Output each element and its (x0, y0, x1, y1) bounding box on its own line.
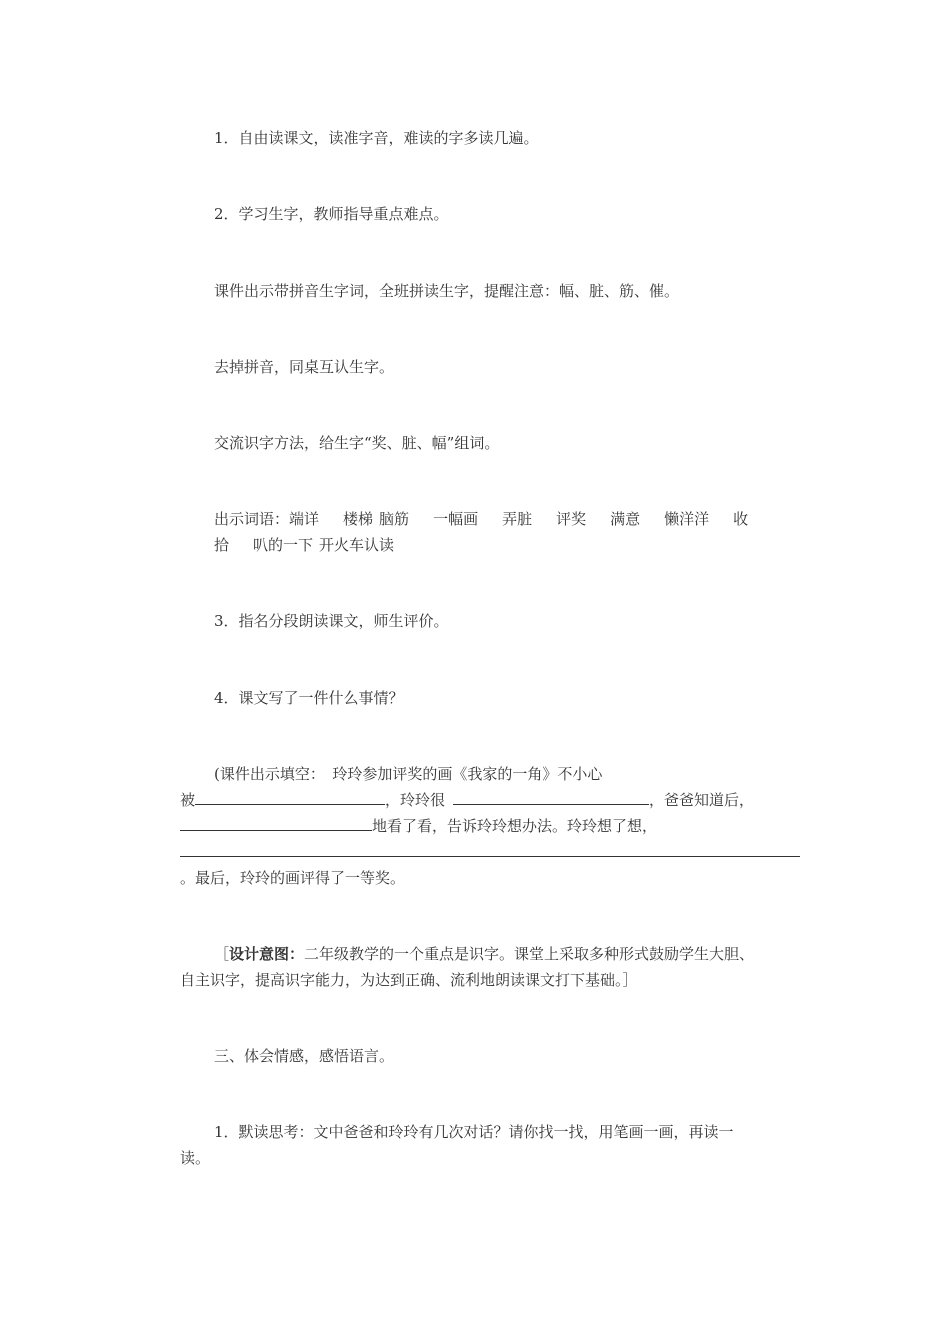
fill-text: ，爸爸知道后， (649, 791, 755, 809)
word: 叭的一下 (253, 536, 314, 554)
word: 懒洋洋 (664, 510, 710, 528)
word: 收 (733, 510, 749, 528)
blank-4[interactable] (180, 839, 800, 857)
blank-2[interactable] (453, 787, 649, 805)
word-list-line-2 (180, 532, 834, 558)
word: 脑筋 (379, 510, 410, 528)
word: 满意 (610, 510, 641, 528)
word-list-line-1 (180, 506, 834, 532)
word: 一幅画 (433, 510, 479, 528)
design-intent-text: 二年级教学的一个重点是识字。课堂上采取多种形式鼓励学生大胆、 (304, 945, 755, 963)
exchange-method-note: 交流识字方法，给生字“奖、脏、幅”组词。 (214, 434, 500, 452)
question-1-line-2: 读。 (180, 1149, 211, 1167)
blank-1[interactable] (195, 787, 385, 805)
step-4: 4．课文写了一件什么事情？ (214, 689, 404, 707)
fill-blank-line-5: 。最后，玲玲的画评得了一等奖。 (180, 869, 406, 887)
word: 评奖 (556, 510, 587, 528)
fill-text: ，玲玲很 (385, 791, 446, 809)
word: 楼梯 (343, 510, 374, 528)
fill-text: 被 (180, 791, 196, 809)
design-intent-label: 设计意图： (229, 945, 305, 963)
word: 开火车认读 (319, 536, 395, 554)
courseware-note: 课件出示带拼音生字词，全班拼读生字，提醒注意：幅、脏、筋、催。 (214, 282, 680, 300)
fill-blank-line-2 (180, 787, 800, 813)
step-2: 2．学习生字，教师指导重点难点。 (214, 205, 449, 223)
question-1-line-1: 1．默读思考：文中爸爸和玲玲有几次对话？请你找一找，用笔画一画，再读一 (214, 1123, 734, 1141)
step-1: 1．自由读课文，读准字音，难读的字多读几遍。 (214, 129, 539, 147)
word: 拾 (214, 536, 230, 554)
section-3-heading: 三、体会情感，感悟语言。 (214, 1047, 395, 1065)
remove-pinyin-note: 去掉拼音，同桌互认生字。 (214, 358, 395, 376)
fill-blank-line-3 (180, 813, 800, 839)
bracket-open: ［ (214, 945, 230, 963)
design-intent-line-2: 自主识字，提高识字能力，为达到正确、流利地朗读课文打下基础。］ (180, 971, 638, 989)
word-list-prefix: 出示词语： (214, 510, 290, 528)
fill-blank-line-4 (180, 839, 800, 865)
word: 端详 (289, 510, 320, 528)
design-intent-line-1 (180, 941, 834, 967)
fill-text: 地看了看，告诉玲玲想办法。玲玲想了想， (372, 817, 658, 835)
word: 弄脏 (502, 510, 533, 528)
step-3: 3．指名分段朗读课文，师生评价。 (214, 612, 449, 630)
fill-blank-intro: (课件出示填空： 玲玲参加评奖的画《我家的一角》不小心 (214, 765, 603, 783)
blank-3[interactable] (180, 813, 372, 831)
